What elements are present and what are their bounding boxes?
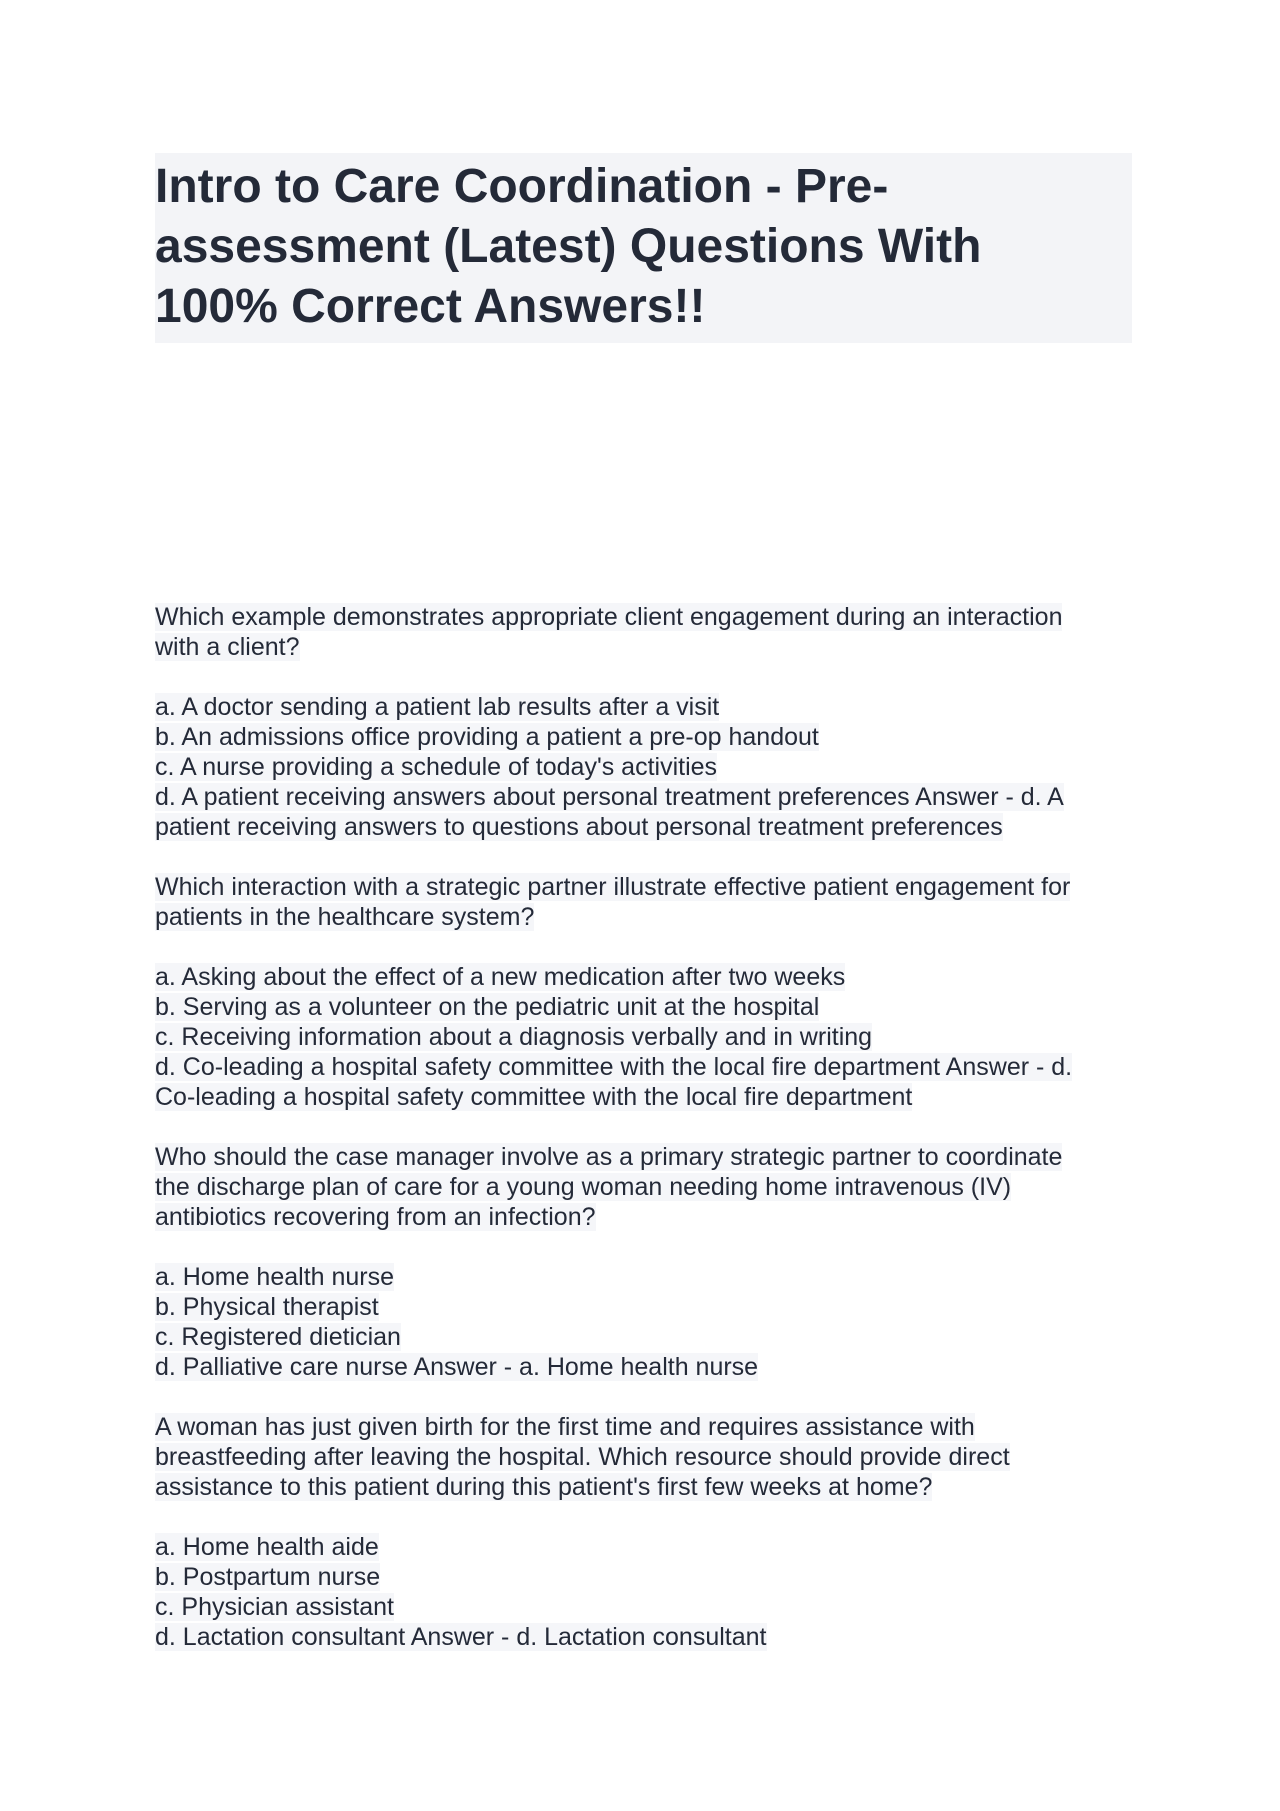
question-text-line: the discharge plan of care for a young woman needing home intravenous (IV) (155, 1173, 1012, 1201)
option-line: d. Co-leading a hospital safety committee with the local fire department Answer - d. (155, 1053, 1073, 1081)
question-text-line: antibiotics recovering from an infection? (155, 1203, 596, 1231)
answer-options (155, 1262, 1132, 1382)
question-stem (155, 1142, 1132, 1232)
option-line: c. Physician assistant (155, 1593, 394, 1621)
question-text-line: Which interaction with a strategic partner illustrate effective patient engagement for (155, 873, 1071, 901)
question-stem (155, 602, 1132, 662)
option-line: d. A patient receiving answers about personal treatment preferences Answer - d. A (155, 783, 1064, 811)
question-text-line: with a client? (155, 633, 300, 661)
document-page (155, 153, 1132, 343)
answer-line: d. Palliative care nurse Answer - a. Home health nurse (155, 1353, 759, 1381)
option-line: b. Serving as a volunteer on the pediatric unit at the hospital (155, 993, 820, 1021)
answer-options (155, 1532, 1132, 1652)
option-line: b. An admissions office providing a patient a pre-op handout (155, 723, 819, 751)
title-line: 100% Correct Answers!! (155, 280, 706, 333)
option-line: b. Postpartum nurse (155, 1563, 381, 1591)
answer-line: patient receiving answers to questions about personal treatment preferences (155, 813, 1003, 841)
question-text-line: assistance to this patient during this patient's first few weeks at home? (155, 1473, 933, 1501)
title-block (155, 153, 1132, 343)
option-line: c. Registered dietician (155, 1323, 401, 1351)
option-line: c. A nurse providing a schedule of today's activities (155, 753, 718, 781)
question-stem (155, 1412, 1132, 1502)
option-line: a. Home health aide (155, 1533, 379, 1561)
question-text-line: Who should the case manager involve as a primary strategic partner to coordinate (155, 1143, 1063, 1171)
question-text-line: Which example demonstrates appropriate client engagement during an interaction (155, 603, 1063, 631)
option-line: c. Receiving information about a diagnosis verbally and in writing (155, 1023, 873, 1051)
answer-line: d. Lactation consultant Answer - d. Lactation consultant (155, 1623, 767, 1651)
question-text-line: patients in the healthcare system? (155, 903, 535, 931)
title-line: Intro to Care Coordination - Pre- (155, 160, 889, 213)
answer-line: Co-leading a hospital safety committee with the local fire department (155, 1083, 913, 1111)
question-text-line: A woman has just given birth for the first time and requires assistance with (155, 1413, 975, 1441)
question-stem (155, 872, 1132, 932)
answer-options (155, 962, 1132, 1112)
question-list (155, 602, 1132, 1682)
option-line: a. Home health nurse (155, 1263, 395, 1291)
title-line: assessment (Latest) Questions With (155, 220, 982, 273)
question-text-line: breastfeeding after leaving the hospital. Which resource should provide direct (155, 1443, 1010, 1471)
option-line: a. Asking about the effect of a new medication after two weeks (155, 963, 846, 991)
document-title (155, 157, 1132, 337)
option-line: a. A doctor sending a patient lab results after a visit (155, 693, 720, 721)
option-line: b. Physical therapist (155, 1293, 379, 1321)
answer-options (155, 692, 1132, 842)
